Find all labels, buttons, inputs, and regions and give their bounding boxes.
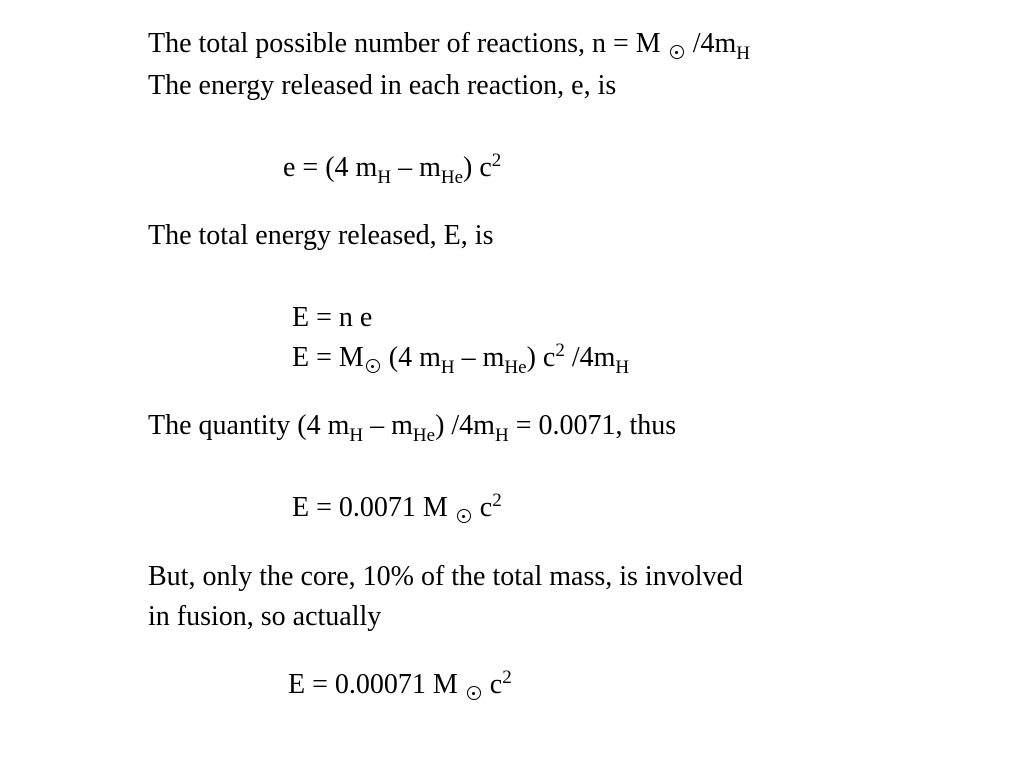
superscript-2: 2	[491, 150, 502, 171]
sun-symbol-icon	[467, 686, 481, 700]
total-energy-line: The total energy released, E, is	[148, 220, 494, 251]
sun-symbol-icon	[670, 45, 684, 59]
subscript-h: H	[377, 167, 392, 188]
subscript-h: H	[615, 357, 630, 378]
equation-e: e = (4 $m_H - m_{He}$) $c^2$	[283, 150, 502, 188]
subscript-h: H	[494, 425, 509, 446]
superscript-2: 2	[492, 490, 502, 511]
subscript-he: He	[440, 167, 463, 188]
sun-symbol-icon	[457, 509, 471, 523]
core-fraction-line: But, only the core, 10% of the total mass, is involved	[148, 561, 743, 592]
reactions-count-divisor: /4m	[692, 28, 737, 59]
energy-per-reaction-line: The energy released in each reaction, e, is	[148, 70, 617, 101]
subscript-h: H	[736, 43, 750, 64]
reactions-count-text: The total possible number of reactions, n = M	[148, 28, 661, 59]
reactions-count-line	[148, 27, 750, 64]
subscript-he: He	[504, 357, 527, 378]
sun-symbol-icon	[366, 359, 380, 373]
equation-e-ne: E = n e	[292, 302, 373, 333]
superscript-2: 2	[555, 340, 565, 361]
equation-e-full: E = M (4 $m_H - m_{He}$) $c^2$ $/4m_H$	[292, 340, 630, 378]
fusion-line: in fusion, so actually	[148, 601, 382, 632]
equation-e-0-00071: E = 0.00071 M $c^2$	[288, 667, 512, 700]
subscript-he: He	[412, 425, 436, 446]
subscript-h: H	[440, 357, 455, 378]
equation-e-0-0071: E = 0.0071 M $c^2$	[292, 490, 502, 523]
quantity-line: The quantity (4 $m_H - m_{He}$) $/4m_H = 0.0071$, thus	[148, 410, 677, 446]
subscript-h: H	[349, 425, 364, 446]
superscript-2: 2	[502, 667, 512, 688]
